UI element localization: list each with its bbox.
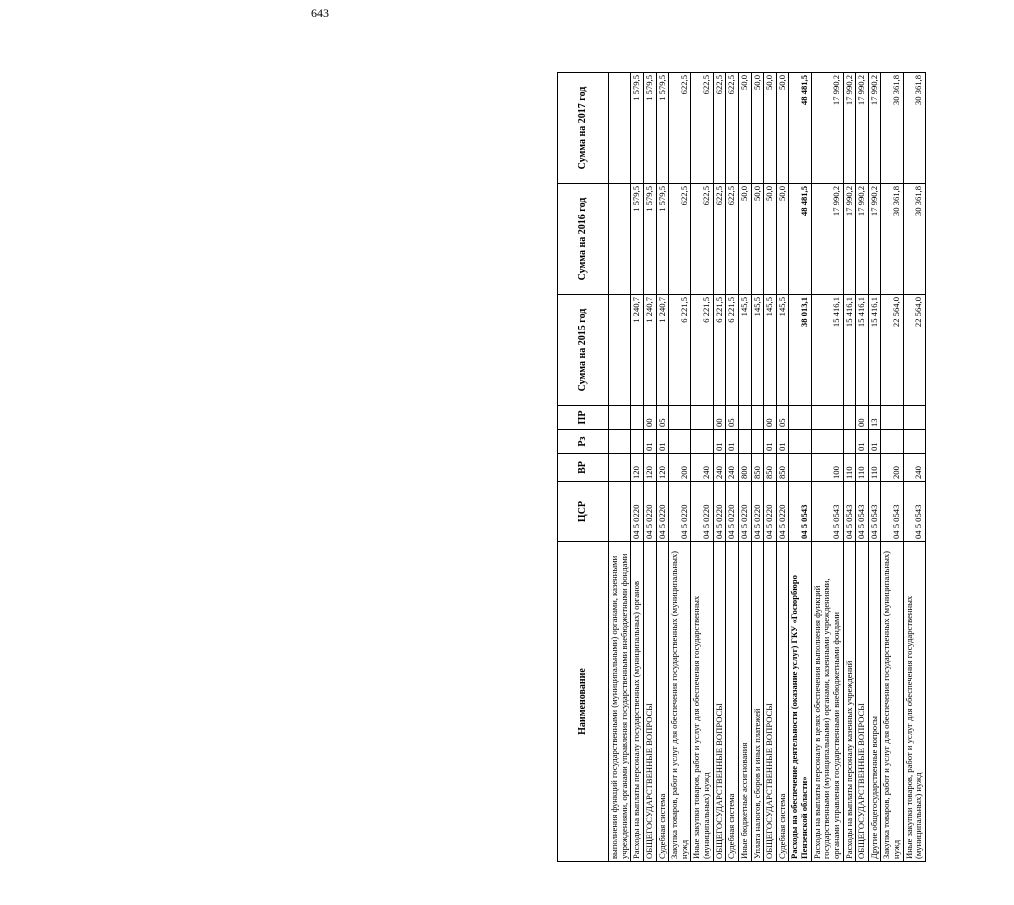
row-rz (609, 430, 631, 454)
row-sum-2015: 15 416,1 (856, 295, 869, 406)
row-pr: 00 (643, 406, 656, 430)
row-pr (691, 406, 713, 430)
row-sum-2016: 50,0 (751, 184, 764, 295)
table-row (751, 73, 764, 862)
row-vr: 240 (691, 454, 713, 482)
row-sum-2015: 22 564,0 (881, 295, 903, 406)
row-sum-2015: 6 221,5 (669, 295, 691, 406)
row-sum-2017: 50,0 (776, 73, 789, 184)
row-sum-2016 (609, 184, 631, 295)
row-rz (843, 430, 856, 454)
row-csr: 04 5 0543 (903, 482, 925, 542)
row-rz (691, 430, 713, 454)
row-sum-2017: 50,0 (764, 73, 777, 184)
row-sum-2015: 15 416,1 (868, 295, 881, 406)
row-vr (789, 454, 811, 482)
row-pr: 00 (764, 406, 777, 430)
row-sum-2015: 145,5 (764, 295, 777, 406)
row-vr (609, 454, 631, 482)
row-name: Судебная система (726, 542, 739, 862)
header-sum-2016: Сумма на 2016 год (558, 184, 609, 295)
row-csr: 04 5 0543 (789, 482, 811, 542)
row-pr (881, 406, 903, 430)
row-sum-2017: 30 361,8 (881, 73, 903, 184)
row-sum-2017: 622,5 (669, 73, 691, 184)
row-sum-2017: 17 990,2 (811, 73, 843, 184)
row-csr (609, 482, 631, 542)
row-vr: 200 (669, 454, 691, 482)
row-sum-2015: 145,5 (751, 295, 764, 406)
row-name: Судебная система (776, 542, 789, 862)
row-sum-2016: 622,5 (726, 184, 739, 295)
table-row (776, 73, 789, 862)
table-row (881, 73, 903, 862)
row-name: Расходы на выплаты персоналу казенных учреждений (843, 542, 856, 862)
row-sum-2016: 48 481,5 (789, 184, 811, 295)
row-pr (751, 406, 764, 430)
row-rz: 01 (776, 430, 789, 454)
row-rz (811, 430, 843, 454)
table-row (789, 73, 811, 862)
row-sum-2017: 622,5 (691, 73, 713, 184)
header-vr: ВР (558, 454, 609, 482)
row-rz: 01 (856, 430, 869, 454)
row-name: Расходы на обеспечение деятельности (оказание услуг) ГКУ «Госюрбюро Пензенской области» (789, 542, 811, 862)
row-name: Закупка товаров, работ и услуг для обеспечения государственных (муниципальных) нужд (669, 542, 691, 862)
row-csr: 04 5 0220 (776, 482, 789, 542)
row-csr: 04 5 0220 (738, 482, 751, 542)
row-name: выполнения функций государственными (муниципальными) органами, казенными учреждениями, органами управления государственными внебюджетными фондами (609, 542, 631, 862)
row-name: ОБЩЕГОСУДАРСТВЕННЫЕ ВОПРОСЫ (764, 542, 777, 862)
table-row (656, 73, 669, 862)
row-csr: 04 5 0220 (691, 482, 713, 542)
row-csr: 04 5 0220 (631, 482, 644, 542)
row-vr: 240 (726, 454, 739, 482)
table-row (903, 73, 925, 862)
row-sum-2015: 145,5 (738, 295, 751, 406)
row-vr: 800 (738, 454, 751, 482)
row-sum-2015: 6 221,5 (726, 295, 739, 406)
row-name: ОБЩЕГОСУДАРСТВЕННЫЕ ВОПРОСЫ (643, 542, 656, 862)
row-sum-2015: 15 416,1 (843, 295, 856, 406)
row-sum-2016: 1 579,5 (631, 184, 644, 295)
row-sum-2015: 6 221,5 (691, 295, 713, 406)
table-body (609, 73, 926, 862)
row-pr (789, 406, 811, 430)
table-row (868, 73, 881, 862)
header-csr: ЦСР (558, 482, 609, 542)
row-sum-2015: 1 240,7 (643, 295, 656, 406)
row-name: Иные закупки товаров, работ и услуг для обеспечения государственных (муниципальных) нужд (691, 542, 713, 862)
row-csr: 04 5 0543 (856, 482, 869, 542)
row-vr: 850 (764, 454, 777, 482)
table-row (691, 73, 713, 862)
row-csr: 04 5 0543 (843, 482, 856, 542)
row-vr: 120 (656, 454, 669, 482)
table-header-row (558, 73, 609, 862)
row-pr (843, 406, 856, 430)
table-row (726, 73, 739, 862)
table-row (843, 73, 856, 862)
row-name: Расходы на выплаты персоналу государственных (муниципальных) органов (631, 542, 644, 862)
row-csr: 04 5 0220 (643, 482, 656, 542)
row-vr: 110 (843, 454, 856, 482)
row-sum-2017: 622,5 (713, 73, 726, 184)
row-sum-2016: 50,0 (764, 184, 777, 295)
row-sum-2017: 30 361,8 (903, 73, 925, 184)
row-vr: 850 (776, 454, 789, 482)
row-rz (751, 430, 764, 454)
row-sum-2017: 17 990,2 (843, 73, 856, 184)
table-row (631, 73, 644, 862)
header-sum-2015: Сумма на 2015 год (558, 295, 609, 406)
row-vr: 110 (868, 454, 881, 482)
row-vr: 100 (811, 454, 843, 482)
row-rz: 01 (726, 430, 739, 454)
row-vr: 110 (856, 454, 869, 482)
row-pr (631, 406, 644, 430)
budget-table (557, 72, 926, 862)
row-sum-2016: 622,5 (691, 184, 713, 295)
row-sum-2016: 17 990,2 (843, 184, 856, 295)
row-rz (631, 430, 644, 454)
row-name: Иные бюджетные ассигнования (738, 542, 751, 862)
row-sum-2016: 1 579,5 (656, 184, 669, 295)
row-vr: 120 (631, 454, 644, 482)
row-rz: 01 (868, 430, 881, 454)
row-pr: 00 (713, 406, 726, 430)
row-pr (903, 406, 925, 430)
page-number: 643 (311, 6, 329, 20)
row-sum-2015: 22 564,0 (903, 295, 925, 406)
row-sum-2016: 30 361,8 (881, 184, 903, 295)
row-name: ОБЩЕГОСУДАРСТВЕННЫЕ ВОПРОСЫ (713, 542, 726, 862)
row-sum-2016: 622,5 (713, 184, 726, 295)
row-name: ОБЩЕГОСУДАРСТВЕННЫЕ ВОПРОСЫ (856, 542, 869, 862)
row-rz: 01 (643, 430, 656, 454)
rotated-table-container (557, 73, 1014, 862)
table-row (609, 73, 631, 862)
table-row (669, 73, 691, 862)
row-rz (738, 430, 751, 454)
row-sum-2016: 50,0 (738, 184, 751, 295)
row-pr: 05 (776, 406, 789, 430)
header-pr: ПР (558, 406, 609, 430)
row-name: Уплата налогов, сборов и иных платежей (751, 542, 764, 862)
row-sum-2016: 30 361,8 (903, 184, 925, 295)
header-name: Наименование (558, 542, 609, 862)
row-csr: 04 5 0220 (751, 482, 764, 542)
table-row (764, 73, 777, 862)
row-sum-2017: 17 990,2 (856, 73, 869, 184)
row-pr: 05 (726, 406, 739, 430)
row-sum-2015: 15 416,1 (811, 295, 843, 406)
row-sum-2017: 622,5 (726, 73, 739, 184)
table-row (856, 73, 869, 862)
table-row (811, 73, 843, 862)
row-rz (881, 430, 903, 454)
table-row (643, 73, 656, 862)
row-sum-2015: 38 013,1 (789, 295, 811, 406)
row-sum-2017: 50,0 (738, 73, 751, 184)
row-pr (738, 406, 751, 430)
row-vr: 850 (751, 454, 764, 482)
row-csr: 04 5 0220 (726, 482, 739, 542)
row-pr: 00 (856, 406, 869, 430)
row-sum-2016: 17 990,2 (868, 184, 881, 295)
row-rz (789, 430, 811, 454)
row-sum-2017: 1 579,5 (643, 73, 656, 184)
row-pr: 05 (656, 406, 669, 430)
row-sum-2016: 17 990,2 (811, 184, 843, 295)
row-vr: 240 (903, 454, 925, 482)
row-name: Судебная система (656, 542, 669, 862)
row-vr: 240 (713, 454, 726, 482)
row-csr: 04 5 0543 (881, 482, 903, 542)
row-name: Другие общегосударственные вопросы (868, 542, 881, 862)
row-sum-2015: 1 240,7 (631, 295, 644, 406)
header-rz: Рз (558, 430, 609, 454)
header-sum-2017: Сумма на 2017 год (558, 73, 609, 184)
row-rz: 01 (656, 430, 669, 454)
row-sum-2017: 1 579,5 (631, 73, 644, 184)
row-name: Закупка товаров, работ и услуг для обеспечения государственных (муниципальных) нужд (881, 542, 903, 862)
row-csr: 04 5 0220 (656, 482, 669, 542)
row-rz (669, 430, 691, 454)
row-csr: 04 5 0220 (669, 482, 691, 542)
row-rz (903, 430, 925, 454)
table-row (713, 73, 726, 862)
row-pr: 13 (868, 406, 881, 430)
row-sum-2015: 6 221,5 (713, 295, 726, 406)
row-csr: 04 5 0543 (811, 482, 843, 542)
row-sum-2016: 1 579,5 (643, 184, 656, 295)
table-row (738, 73, 751, 862)
row-sum-2015: 1 240,7 (656, 295, 669, 406)
row-csr: 04 5 0220 (764, 482, 777, 542)
row-sum-2017: 1 579,5 (656, 73, 669, 184)
row-rz: 01 (713, 430, 726, 454)
row-name: Иные закупки товаров, работ и услуг для обеспечения государственных (муниципальных) нужд (903, 542, 925, 862)
row-pr (669, 406, 691, 430)
row-sum-2017: 48 481,5 (789, 73, 811, 184)
row-pr (609, 406, 631, 430)
row-sum-2017: 50,0 (751, 73, 764, 184)
row-sum-2017: 17 990,2 (868, 73, 881, 184)
row-csr: 04 5 0220 (713, 482, 726, 542)
row-sum-2016: 17 990,2 (856, 184, 869, 295)
row-sum-2015: 145,5 (776, 295, 789, 406)
row-name: Расходы на выплаты персоналу в целях обеспечения выполнения функций государственными (муниципальными) органами, казенными учреждениями, органами управления государственными внебюджетными фондами (811, 542, 843, 862)
row-vr: 120 (643, 454, 656, 482)
row-csr: 04 5 0543 (868, 482, 881, 542)
row-vr: 200 (881, 454, 903, 482)
row-sum-2015 (609, 295, 631, 406)
row-pr (811, 406, 843, 430)
row-sum-2016: 622,5 (669, 184, 691, 295)
row-sum-2017 (609, 73, 631, 184)
row-rz: 01 (764, 430, 777, 454)
row-sum-2016: 50,0 (776, 184, 789, 295)
